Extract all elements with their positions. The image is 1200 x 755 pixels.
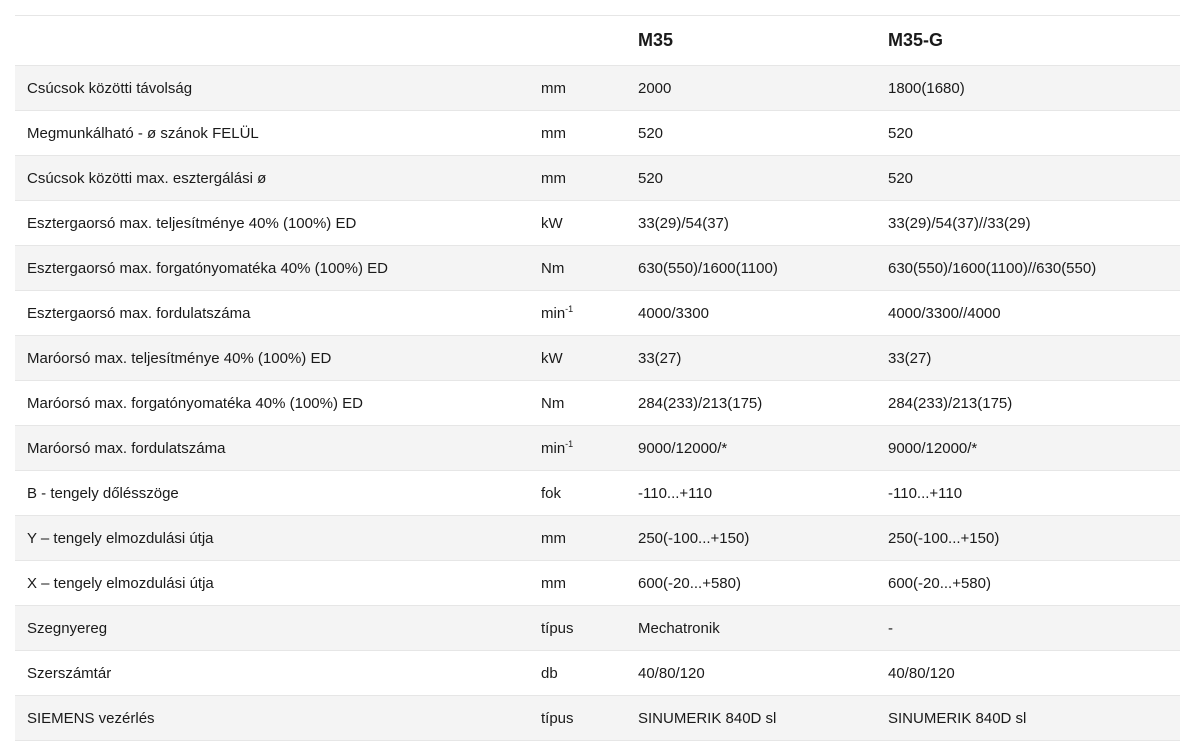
row-unit (529, 111, 626, 156)
row-value-m35: 40/80/120 (626, 651, 876, 696)
row-value-m35: -110...+110 (626, 471, 876, 516)
row-parameter: Megmunkálható - ø szánok FELÜL (15, 111, 529, 156)
row-value-m35g: 40/80/120 (876, 651, 1180, 696)
row-unit-text: db (541, 664, 558, 682)
table-row (15, 561, 1180, 606)
table-row (15, 696, 1180, 741)
row-unit-text: típus (541, 709, 574, 727)
row-value-m35: 250(-100...+150) (626, 516, 876, 561)
table-row (15, 291, 1180, 336)
spec-table-body (15, 66, 1180, 741)
row-value-m35: 33(29)/54(37) (626, 201, 876, 246)
row-parameter: Maróorsó max. teljesítménye 40% (100%) ED (15, 336, 529, 381)
table-row (15, 156, 1180, 201)
row-value-m35g: 250(-100...+150) (876, 516, 1180, 561)
table-row (15, 381, 1180, 426)
row-parameter: Szerszámtár (15, 651, 529, 696)
row-value-m35: 33(27) (626, 336, 876, 381)
row-unit (529, 606, 626, 651)
header-m35: M35 (626, 16, 876, 66)
row-unit-text: típus (541, 619, 574, 637)
row-unit-exponent: -1 (565, 303, 574, 314)
row-unit (529, 336, 626, 381)
row-value-m35: 9000/12000/* (626, 426, 876, 471)
row-unit-exponent: -1 (565, 438, 574, 449)
row-value-m35g: -110...+110 (876, 471, 1180, 516)
row-unit-text: fok (541, 484, 562, 502)
row-parameter: Esztergaorsó max. fordulatszáma (15, 291, 529, 336)
row-unit-text: Nm (541, 259, 565, 277)
table-row (15, 66, 1180, 111)
row-unit-text: mm (541, 574, 566, 592)
row-unit-text: mm (541, 529, 566, 547)
row-value-m35: 284(233)/213(175) (626, 381, 876, 426)
row-value-m35g: SINUMERIK 840D sl (876, 696, 1180, 741)
table-row (15, 336, 1180, 381)
row-unit-text: min (541, 439, 566, 457)
table-row (15, 111, 1180, 156)
row-parameter: Y – tengely elmozdulási útja (15, 516, 529, 561)
row-value-m35g: 630(550)/1600(1100)//630(550) (876, 246, 1180, 291)
table-row (15, 651, 1180, 696)
row-parameter: Esztergaorsó max. teljesítménye 40% (100%) ED (15, 201, 529, 246)
row-value-m35g: 33(27) (876, 336, 1180, 381)
row-unit (529, 156, 626, 201)
table-row (15, 471, 1180, 516)
row-unit-text: min (541, 304, 566, 322)
row-value-m35: 520 (626, 156, 876, 201)
row-parameter: Maróorsó max. fordulatszáma (15, 426, 529, 471)
row-value-m35: 600(-20...+580) (626, 561, 876, 606)
header-row (15, 16, 1180, 66)
row-unit (529, 561, 626, 606)
row-unit (529, 381, 626, 426)
row-unit (529, 426, 626, 471)
row-parameter: Esztergaorsó max. forgatónyomatéka 40% (100%) ED (15, 246, 529, 291)
row-parameter: Szegnyereg (15, 606, 529, 651)
row-value-m35g: 600(-20...+580) (876, 561, 1180, 606)
row-value-m35g: 4000/3300//4000 (876, 291, 1180, 336)
row-value-m35g: 9000/12000/* (876, 426, 1180, 471)
table-row (15, 246, 1180, 291)
row-unit (529, 696, 626, 741)
row-parameter: Csúcsok közötti távolság (15, 66, 529, 111)
row-unit (529, 246, 626, 291)
row-parameter: Maróorsó max. forgatónyomatéka 40% (100%) ED (15, 381, 529, 426)
header-parameter (15, 16, 529, 66)
header-m35g: M35-G (876, 16, 1180, 66)
row-value-m35: 2000 (626, 66, 876, 111)
row-unit (529, 201, 626, 246)
row-parameter: X – tengely elmozdulási útja (15, 561, 529, 606)
row-unit (529, 471, 626, 516)
row-value-m35: SINUMERIK 840D sl (626, 696, 876, 741)
row-value-m35g: 1800(1680) (876, 66, 1180, 111)
table-row (15, 516, 1180, 561)
row-unit-text: kW (541, 214, 563, 232)
row-value-m35g: 520 (876, 156, 1180, 201)
row-unit (529, 651, 626, 696)
table-row (15, 201, 1180, 246)
row-unit (529, 516, 626, 561)
row-parameter: SIEMENS vezérlés (15, 696, 529, 741)
row-value-m35: 520 (626, 111, 876, 156)
row-unit-text: kW (541, 349, 563, 367)
header-unit (529, 16, 626, 66)
row-value-m35: 630(550)/1600(1100) (626, 246, 876, 291)
spec-table (15, 15, 1180, 741)
row-unit-text: mm (541, 124, 566, 142)
row-unit-text: Nm (541, 394, 565, 412)
row-unit (529, 66, 626, 111)
row-unit-text: mm (541, 79, 566, 97)
row-value-m35g: 520 (876, 111, 1180, 156)
row-value-m35: 4000/3300 (626, 291, 876, 336)
table-row (15, 606, 1180, 651)
row-value-m35: Mechatronik (626, 606, 876, 651)
spec-table-header (15, 16, 1180, 66)
row-unit (529, 291, 626, 336)
row-value-m35g: 284(233)/213(175) (876, 381, 1180, 426)
row-parameter: B - tengely dőlésszöge (15, 471, 529, 516)
table-row (15, 426, 1180, 471)
row-value-m35g: 33(29)/54(37)//33(29) (876, 201, 1180, 246)
row-parameter: Csúcsok közötti max. esztergálási ø (15, 156, 529, 201)
row-unit-text: mm (541, 169, 566, 187)
row-value-m35g: - (876, 606, 1180, 651)
